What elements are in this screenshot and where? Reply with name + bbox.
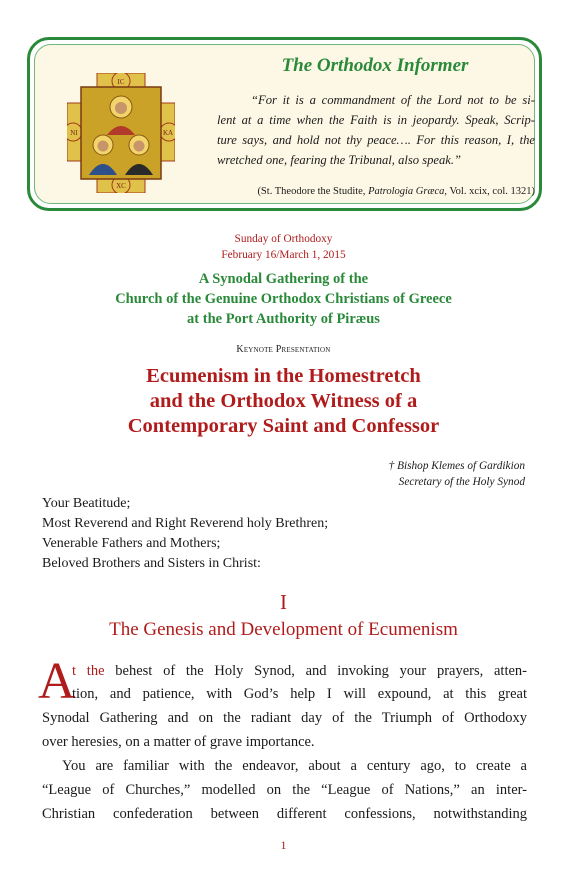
quote-line: “For it is a commandment of the Lord not to be si- [251,93,535,107]
greeting-line: Your Beatitude; [42,496,131,511]
citation-work: Patrologia Græca [368,186,445,197]
event-name: Sunday of Orthodoxy [234,233,333,245]
gathering-line-3: at the Port Authority of Piræus [187,311,380,327]
quote-line: lent at a time when the Faith is in jeopardy. Speak, Scrip- [217,113,535,127]
quote-line: wretched one, fearing the Tribunal, also speak.” [217,153,462,167]
body-line: Christian confederation between different confessions, notwithstanding [42,806,527,822]
epigraph-citation [235,186,535,197]
gathering-line-2: Church of the Genuine Orthodox Christians of Greece [115,291,452,307]
citation-suffix: , Vol. xcix, col. 1321) [444,186,535,197]
body-line: tion, and patience, with God’s help I will expound, at this great [72,686,527,702]
gathering-line-1: A Synodal Gathering of the [198,271,369,287]
saints-icon-image [67,73,175,193]
author-role: Secretary of the Holy Synod [398,476,525,488]
journal-title: The Orthodox Informer [281,55,469,76]
citation-prefix: (St. Theodore the Studite, [257,186,369,197]
greeting-line: Beloved Brothers and Sisters in Christ: [42,556,261,571]
lead-words: t the [72,663,105,679]
kicker-label: Keynote Presentation [236,344,331,355]
masthead-box [27,37,542,211]
author-name: † Bishop Klemes of Gardikion [388,460,525,472]
section-title: The Genesis and Development of Ecumenism [109,619,458,640]
body-line: over heresies, on a matter of grave importance. [42,734,315,750]
section-number: I [280,590,287,614]
drop-cap: A [38,653,76,710]
event-date: February 16/March 1, 2015 [221,249,346,261]
body-line: You are familiar with the endeavor, about a century ago, to create a [62,758,527,774]
body-line: “League of Churches,” modelled on the “League of Nations,” an inter- [42,782,527,798]
body-text: behest of the Holy Synod, and invoking your prayers, atten- [104,663,528,679]
greeting-line: Most Reverend and Right Reverend holy Brethren; [42,516,329,531]
icon-letters-right: KA [162,129,174,137]
page-number: 1 [280,838,287,852]
article-title-line-1: Ecumenism in the Homestretch [146,365,421,387]
article-title-line-2: and the Orthodox Witness of a [149,390,418,412]
quote-line: ture says, and hold not thy peace…. For this reason, I, the [217,133,535,147]
article-title-line-3: Contemporary Saint and Confessor [127,415,440,437]
masthead-inner [34,44,535,204]
body-line [72,663,527,680]
greeting-line: Venerable Fathers and Mothers; [42,536,221,551]
icon-letters-bottom: XC [116,182,126,190]
epigraph-quote [217,90,535,170]
icon-letters-top: IC [117,78,125,86]
icon-letters-left: NI [70,129,78,137]
body-line: Synodal Gathering and on the radiant day of the Triumph of Orthodoxy [42,710,527,726]
